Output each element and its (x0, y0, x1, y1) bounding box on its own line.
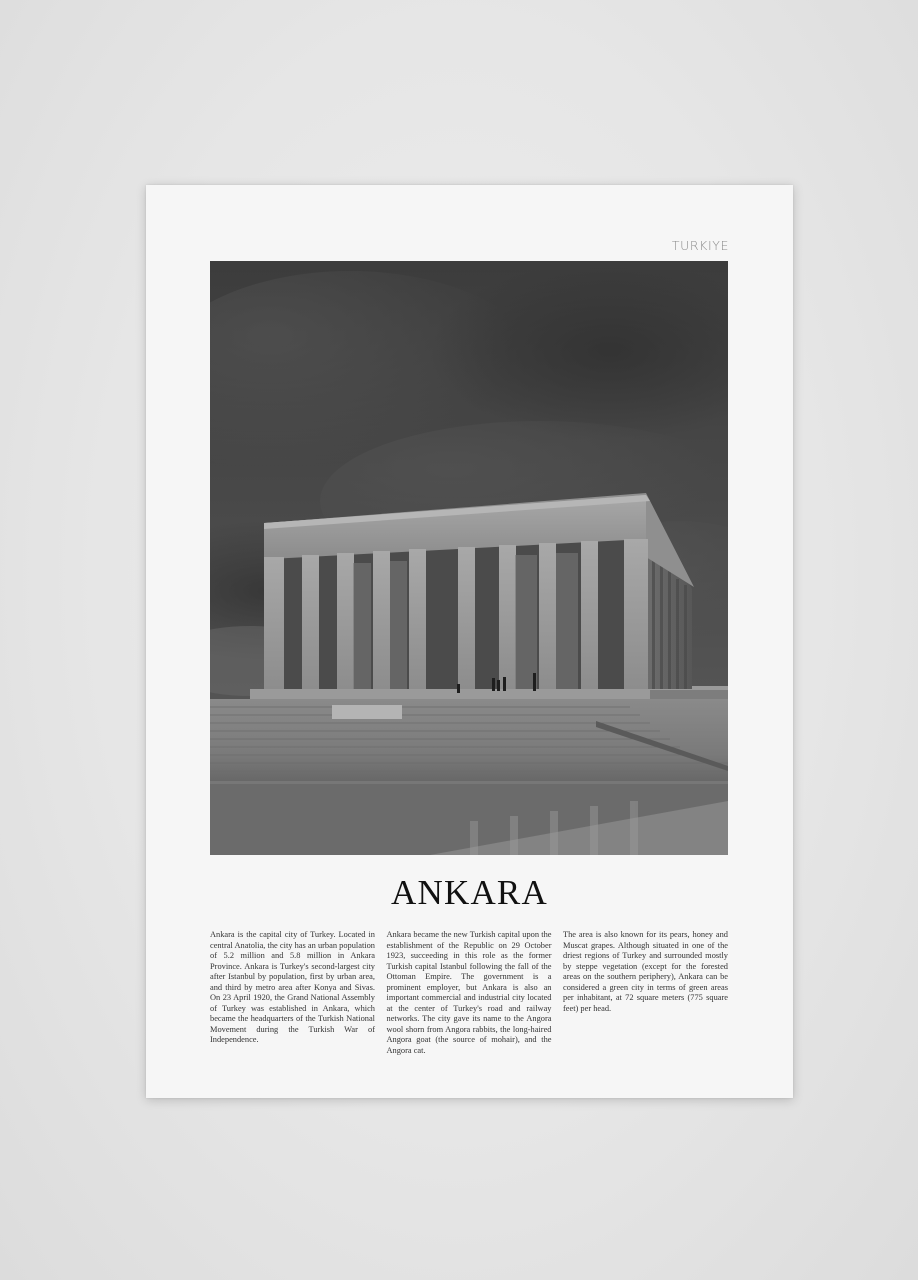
description-column-1: Ankara is the capital city of Turkey. Located in central Anatolia, the city has an urban population of 5.2 million and 5.8 million in Ankara Province. Ankara is Turkey's second-largest city after Istanbul by population, first by urban area, and third by metro area after Konya and Sivas. On 23 April 1920, the Grand National Assembly of Turkey was established in Ankara, which became the headquarters of the Turkish National Movement during the Turkish War of Independence. (210, 930, 375, 1044)
description-columns (210, 930, 728, 1056)
country-label: TURKIYE (671, 238, 729, 253)
stone-block (332, 705, 402, 719)
poster (146, 185, 793, 1098)
photo-illustration (210, 261, 728, 855)
description-column-2: Ankara became the new Turkish capital upon the establishment of the Republic on 29 October 1923, succeeding in this role as the former Turkish capital Istanbul following the fall of the Ottoman Empire. The government is a prominent employer, but Ankara is also an important commercial and industrial city located at the center of Turkey's road and railway networks. The city gave its name to the Angora wool shorn from Angora rabbits, the long-haired Angora goat (the source of mohair), and the Angora cat. (386, 930, 552, 1055)
description-column-3: The area is also known for its pears, honey and Muscat grapes. Although situated in one of the driest regions of Turkey and surrounded mostly by steppe vegetation (except for the forested areas on the southern periphery), Ankara can be considered a green city in terms of green areas per inhabitant, at 72 square meters (775 square feet) per head. (563, 930, 728, 1013)
city-title: ANKARA (391, 873, 548, 912)
mausoleum-photo (210, 261, 728, 855)
platform (250, 689, 650, 699)
